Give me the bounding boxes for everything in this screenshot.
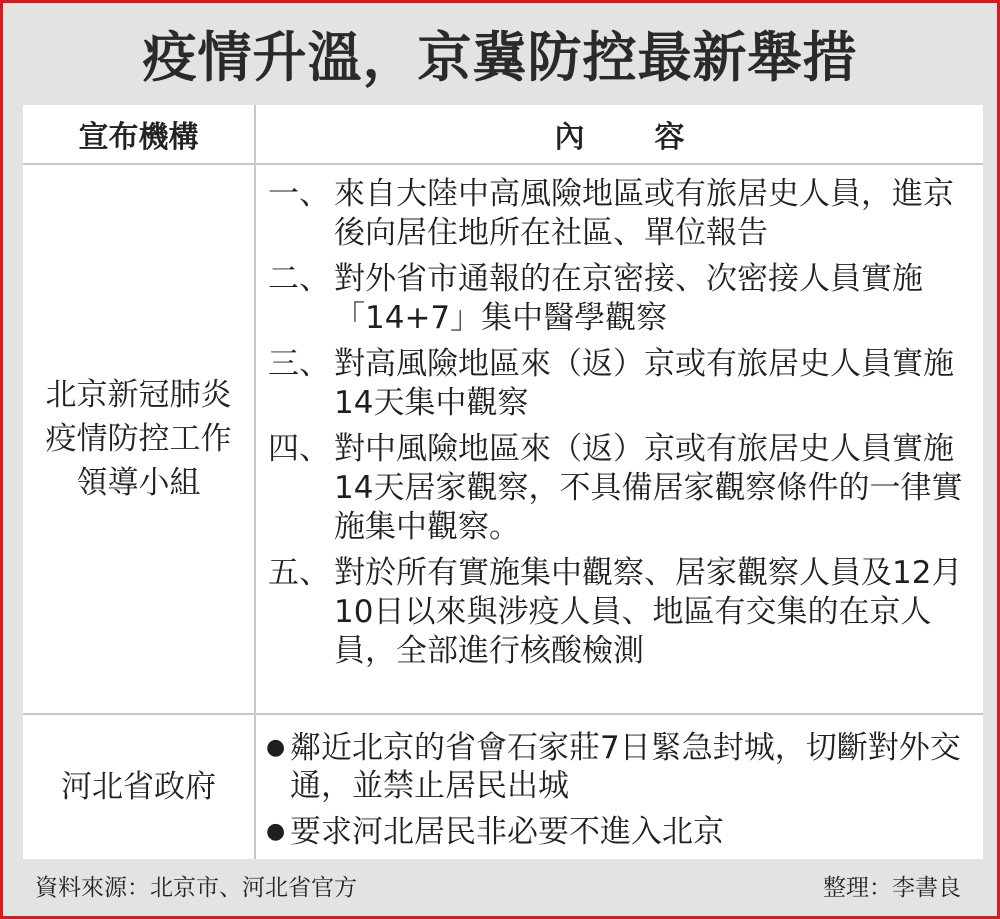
item-number: 一、 <box>268 176 330 212</box>
item-text: 對外省市通報的在京密接、次密接人員實施「14+7」集中醫學觀察 <box>334 261 923 336</box>
list-item <box>266 729 983 805</box>
editor-credit: 整理：李書良 <box>823 875 961 901</box>
content-cell-beijing <box>256 165 983 713</box>
item-text: 來自大陸中高風險地區或有旅居史人員，進京後向居住地所在社區、單位報告 <box>334 176 954 251</box>
header-content <box>256 105 983 163</box>
table-row-hebei <box>23 715 983 859</box>
infographic-title: 疫情升溫，京冀防控最新舉措 <box>142 26 858 89</box>
item-number: 二、 <box>268 261 330 297</box>
header-content-label: 內容 <box>554 120 755 155</box>
content-cell-hebei <box>256 715 983 859</box>
bullet-text: 要求河北居民非必要不進入北京 <box>290 814 724 850</box>
item-text: 對中風險地區來（返）京或有旅居史人員實施14天居家觀察，不具備居家觀察條件的一律實施集中觀察。 <box>334 431 963 545</box>
table-row-beijing <box>23 165 983 713</box>
item-number: 五、 <box>268 555 330 591</box>
org-cell-hebei <box>23 715 254 859</box>
list-item <box>268 260 983 338</box>
list-item <box>268 175 983 253</box>
source-note: 資料來源：北京市、河北省官方 <box>35 875 357 901</box>
header-org: 宣布機構 <box>78 120 199 155</box>
list-item <box>266 813 983 851</box>
org-name-beijing: 北京新冠肺炎疫情防控工作領導小組 <box>45 377 232 501</box>
list-item <box>268 430 983 547</box>
measures-table <box>23 105 983 859</box>
bullet-text: 鄰近北京的省會石家莊7日緊急封城，切斷對外交通，並禁止居民出城 <box>290 730 961 804</box>
org-name-hebei: 河北省政府 <box>61 769 216 805</box>
list-item <box>268 345 983 423</box>
item-text: 對高風險地區來（返）京或有旅居史人員實施14天集中觀察 <box>334 346 954 421</box>
org-cell-beijing <box>23 165 254 713</box>
bullet-icon: ● <box>266 819 286 844</box>
table-header-row <box>23 105 983 163</box>
bullet-icon: ● <box>266 735 286 760</box>
list-item <box>268 554 983 671</box>
item-number: 三、 <box>268 346 330 382</box>
item-text: 對於所有實施集中觀察、居家觀察人員及12月10日以來與涉疫人員、地區有交集的在京人員，全部進行核酸檢測 <box>334 555 963 669</box>
item-number: 四、 <box>268 431 330 467</box>
